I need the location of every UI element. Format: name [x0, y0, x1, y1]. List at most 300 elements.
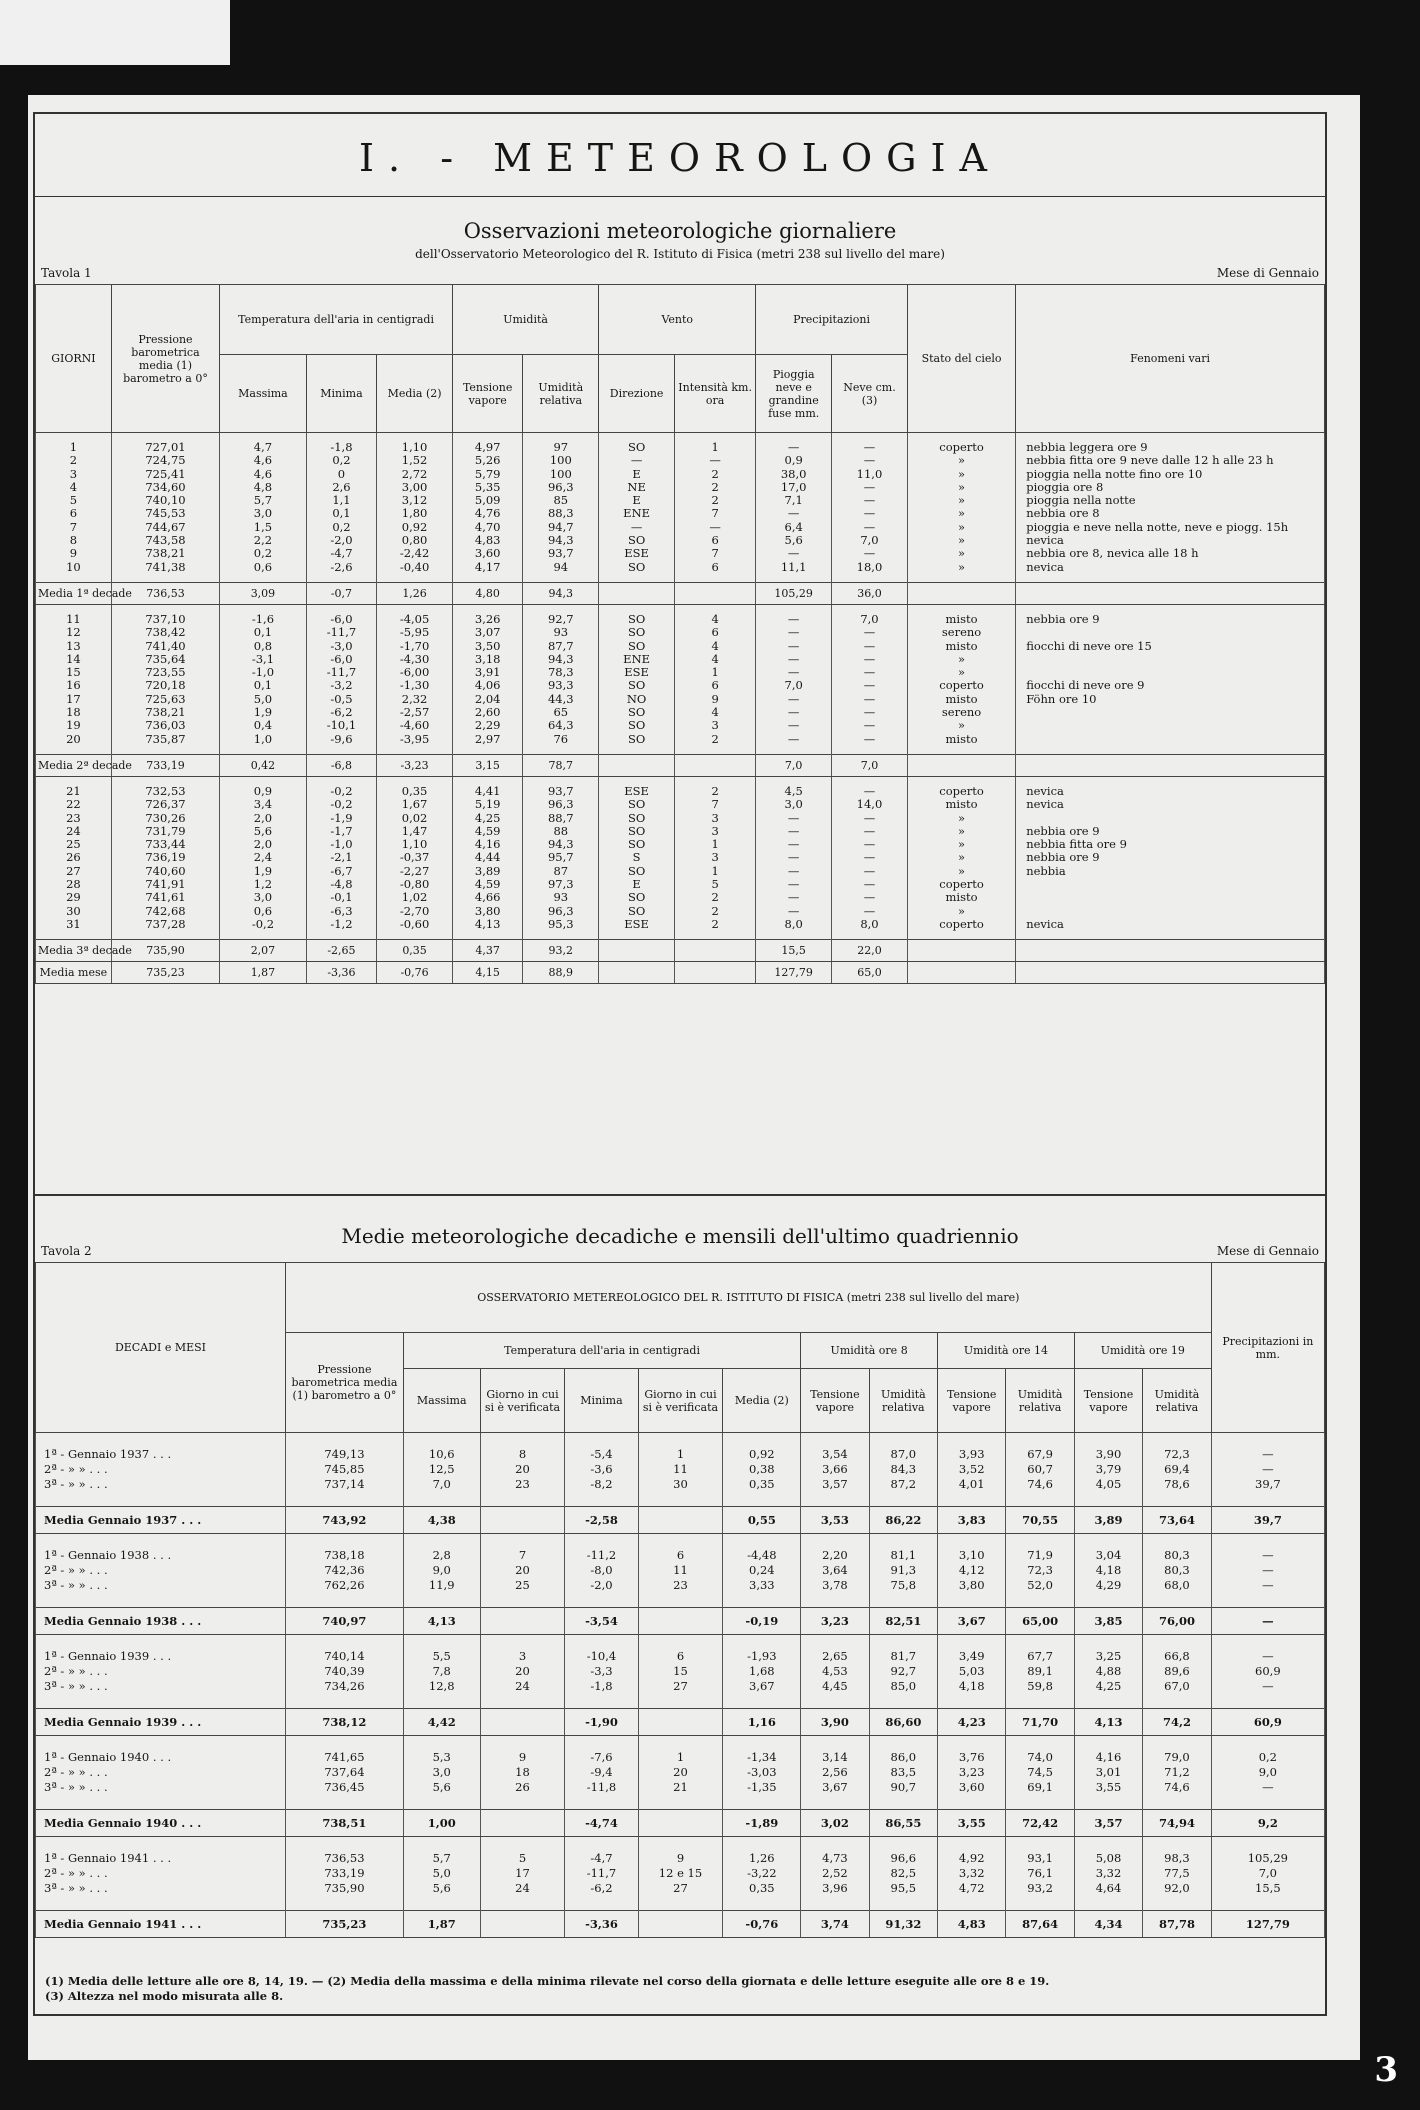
table-cell: SO: [599, 812, 675, 825]
table-cell: 2,32: [377, 693, 453, 706]
spacer-row: [36, 574, 1325, 583]
table-cell: 22: [36, 798, 112, 811]
table-cell: [1143, 1694, 1212, 1709]
table-cell: 76: [523, 733, 599, 746]
table-cell: 4,12: [938, 1563, 1006, 1578]
table-cell: [111, 931, 219, 940]
table-cell: -0,2: [306, 785, 376, 798]
table-row: [36, 494, 1325, 507]
table-cell: [1074, 1694, 1142, 1709]
table-cell: —: [756, 838, 832, 851]
header-stato-cielo: Stato del cielo: [907, 285, 1015, 433]
spacer-row: [36, 1837, 1325, 1852]
table-cell: [907, 574, 1015, 583]
table-cell: 724,75: [111, 454, 219, 467]
table-cell: -1,0: [220, 666, 307, 679]
table-cell: 3,18: [452, 653, 522, 666]
table-cell: [403, 1635, 480, 1650]
summary-row: [36, 1709, 1325, 1736]
table-cell: -0,60: [377, 918, 453, 931]
table-cell: 733,19: [285, 1866, 403, 1881]
table-row: [36, 878, 1325, 891]
table-cell: 7,0: [832, 534, 908, 547]
table-cell: 78,3: [523, 666, 599, 679]
table-cell: -7,6: [565, 1750, 638, 1765]
table-cell: 10: [36, 561, 112, 574]
table-cell: 3,55: [1074, 1780, 1142, 1795]
table-cell: E: [599, 468, 675, 481]
table-cell: 736,19: [111, 851, 219, 864]
table-cell: [801, 1593, 869, 1608]
table-cell: 67,7: [1006, 1649, 1074, 1664]
table-cell: 97: [523, 441, 599, 454]
table-cell: 1,1: [306, 494, 376, 507]
table-cell: 79,0: [1143, 1750, 1212, 1765]
table-cell: -3,0: [306, 640, 376, 653]
table-cell: -4,60: [377, 719, 453, 732]
table-cell: 6: [638, 1548, 723, 1563]
table-cell: 25: [36, 838, 112, 851]
table-cell: -2,42: [377, 547, 453, 560]
table-cell: [1016, 653, 1325, 666]
table-cell: nevica: [1016, 561, 1325, 574]
table-cell: 23: [638, 1578, 723, 1593]
table-cell: Media Gennaio 1941 . . .: [36, 1911, 286, 1938]
table-cell: 20: [638, 1765, 723, 1780]
spacer-row: [36, 1694, 1325, 1709]
table-cell: 2: [675, 918, 756, 931]
table-cell: 0,1: [306, 507, 376, 520]
table-cell: 742,68: [111, 905, 219, 918]
table-row: [36, 918, 1325, 931]
table-cell: 76,1: [1006, 1866, 1074, 1881]
table-cell: [675, 940, 756, 962]
header-tensione-19: Tensione vapore: [1074, 1369, 1142, 1433]
table-cell: [723, 1736, 801, 1751]
table-cell: 69,1: [1006, 1780, 1074, 1795]
tavola1-title: Osservazioni meteorologiche giornaliere: [463, 219, 897, 243]
table-cell: [1143, 1635, 1212, 1650]
table-cell: 3: [675, 825, 756, 838]
table-cell: -3,23: [377, 754, 453, 776]
table-cell: nebbia fitta ore 9: [1016, 838, 1325, 851]
table-cell: 0,1: [220, 679, 307, 692]
table-cell: 2: [675, 905, 756, 918]
table-cell: 74,6: [1006, 1477, 1074, 1492]
table-cell: —: [832, 547, 908, 560]
table-cell: 9: [638, 1851, 723, 1866]
footnotes: [45, 1974, 1049, 2004]
table-cell: 8: [36, 534, 112, 547]
table-cell: fiocchi di neve ore 9: [1016, 679, 1325, 692]
table-cell: [480, 1635, 565, 1650]
table-cell: 5: [36, 494, 112, 507]
table-cell: [1211, 1635, 1324, 1650]
table-cell: [638, 1433, 723, 1448]
table-cell: 94,3: [523, 653, 599, 666]
header-umidita: Umidità: [452, 285, 598, 355]
table-cell: -6,2: [306, 706, 376, 719]
table-cell: -1,8: [306, 441, 376, 454]
table-cell: [675, 582, 756, 604]
tavola2-title: Medie meteorologiche decadiche e mensili dell'ultimo quadriennio: [341, 1224, 1019, 1248]
table-cell: 1,26: [723, 1851, 801, 1866]
table-cell: -2,27: [377, 865, 453, 878]
table-cell: 11: [36, 613, 112, 626]
table-cell: [638, 1911, 723, 1938]
table-cell: [675, 962, 756, 984]
table-cell: 5: [480, 1851, 565, 1866]
table-cell: -1,7: [306, 825, 376, 838]
table-cell: [638, 1736, 723, 1751]
table-cell: nebbia fitta ore 9 neve dalle 12 h alle 23 h: [1016, 454, 1325, 467]
table-cell: 7,0: [832, 754, 908, 776]
table-cell: -4,30: [377, 653, 453, 666]
table-cell: [638, 1810, 723, 1837]
table-cell: 30: [638, 1477, 723, 1492]
table-cell: [938, 1694, 1006, 1709]
table-cell: [285, 1795, 403, 1810]
table-cell: —: [832, 521, 908, 534]
table-cell: 94,3: [523, 534, 599, 547]
tavola1-body: [36, 433, 1325, 984]
table-cell: nevica: [1016, 785, 1325, 798]
table-cell: »: [907, 534, 1015, 547]
table-cell: 0,80: [377, 534, 453, 547]
table-cell: [907, 962, 1015, 984]
table-cell: SO: [599, 733, 675, 746]
table-cell: -1,35: [723, 1780, 801, 1795]
table-cell: 1,16: [723, 1709, 801, 1736]
table-cell: —: [1211, 1679, 1324, 1694]
table-cell: 735,64: [111, 653, 219, 666]
table-cell: —: [832, 454, 908, 467]
table-cell: [36, 1635, 286, 1650]
table-cell: [638, 1507, 723, 1534]
table-cell: [480, 1709, 565, 1736]
table-cell: 4,83: [938, 1911, 1006, 1938]
table-cell: 2ª - » » . . .: [36, 1765, 286, 1780]
table-cell: 2,52: [801, 1866, 869, 1881]
table-cell: 736,45: [285, 1780, 403, 1795]
table-cell: -3,2: [306, 679, 376, 692]
table-cell: Föhn ore 10: [1016, 693, 1325, 706]
table-cell: 5,0: [403, 1866, 480, 1881]
table-cell: -0,7: [306, 582, 376, 604]
table-cell: 26: [36, 851, 112, 864]
table-cell: 85,0: [869, 1679, 937, 1694]
table-cell: -1,8: [565, 1679, 638, 1694]
table-cell: [832, 931, 908, 940]
table-cell: 17,0: [756, 481, 832, 494]
table-cell: 2: [675, 733, 756, 746]
table-cell: [723, 1433, 801, 1448]
table-cell: 4,5: [756, 785, 832, 798]
table-row: [36, 1649, 1325, 1664]
table-cell: 1,87: [403, 1911, 480, 1938]
table-cell: [907, 746, 1015, 755]
table-cell: misto: [907, 798, 1015, 811]
table-cell: 100: [523, 468, 599, 481]
header-tensione: Tensione vapore: [452, 355, 522, 433]
table-cell: 725,41: [111, 468, 219, 481]
table-cell: Media 3ª decade: [36, 940, 112, 962]
table-cell: [599, 746, 675, 755]
table-cell: —: [1211, 1649, 1324, 1664]
table-cell: 67,0: [1143, 1679, 1212, 1694]
table-cell: 13: [36, 640, 112, 653]
table-cell: -10,1: [306, 719, 376, 732]
table-cell: ESE: [599, 547, 675, 560]
summary-row: [36, 962, 1325, 984]
table-cell: [285, 1492, 403, 1507]
table-cell: 1,87: [220, 962, 307, 984]
table-cell: pioggia nella notte fino ore 10: [1016, 468, 1325, 481]
table-cell: 72,42: [1006, 1810, 1074, 1837]
table-row: [36, 547, 1325, 560]
tavola1-label: Tavola 1: [41, 266, 92, 280]
table-cell: 12 e 15: [638, 1866, 723, 1881]
table-cell: [907, 582, 1015, 604]
table-cell: 740,39: [285, 1664, 403, 1679]
table-cell: coperto: [907, 785, 1015, 798]
table-cell: 5,7: [220, 494, 307, 507]
table-cell: -6,00: [377, 666, 453, 679]
header-giorno-min: Giorno in cui si è verificata: [638, 1369, 723, 1433]
table-cell: 24: [36, 825, 112, 838]
table-cell: 2,0: [220, 812, 307, 825]
table-cell: [403, 1795, 480, 1810]
table-cell: —: [756, 905, 832, 918]
table-cell: 91,32: [869, 1911, 937, 1938]
table-cell: 3,32: [938, 1866, 1006, 1881]
table-cell: [869, 1534, 937, 1549]
table-cell: 3,85: [1074, 1608, 1142, 1635]
table-cell: 3: [675, 851, 756, 864]
table-cell: -5,95: [377, 626, 453, 639]
table-cell: 9,0: [1211, 1765, 1324, 1780]
table-cell: [36, 574, 112, 583]
table-cell: -1,30: [377, 679, 453, 692]
table-cell: 87,78: [1143, 1911, 1212, 1938]
table-cell: [801, 1492, 869, 1507]
table-cell: [285, 1736, 403, 1751]
table-cell: 36,0: [832, 582, 908, 604]
table-cell: SO: [599, 891, 675, 904]
table-cell: 3,4: [220, 798, 307, 811]
table-cell: [723, 1896, 801, 1911]
table-row: [36, 733, 1325, 746]
table-cell: 0,2: [306, 521, 376, 534]
table-cell: 39,7: [1211, 1477, 1324, 1492]
table-cell: —: [675, 454, 756, 467]
table-row: [36, 1462, 1325, 1477]
table-cell: 6: [675, 679, 756, 692]
table-cell: 4,66: [452, 891, 522, 904]
table-cell: [1016, 940, 1325, 962]
table-cell: SO: [599, 706, 675, 719]
table-cell: 7,0: [403, 1477, 480, 1492]
table-cell: -2,57: [377, 706, 453, 719]
table-cell: [452, 574, 522, 583]
table-cell: 6: [638, 1649, 723, 1664]
table-cell: 85: [523, 494, 599, 507]
table-cell: 3,55: [938, 1810, 1006, 1837]
table-cell: —: [756, 706, 832, 719]
table-cell: 2,97: [452, 733, 522, 746]
table-cell: 734,26: [285, 1679, 403, 1694]
table-row: [36, 1780, 1325, 1795]
table-cell: [36, 1534, 286, 1549]
table-cell: 737,10: [111, 613, 219, 626]
table-cell: 97,3: [523, 878, 599, 891]
table-cell: [36, 1837, 286, 1852]
table-cell: 4,59: [452, 878, 522, 891]
table-cell: 93,3: [523, 679, 599, 692]
header-neve: Neve cm. (3): [832, 355, 908, 433]
table-cell: 10,6: [403, 1447, 480, 1462]
table-cell: 4,64: [1074, 1881, 1142, 1896]
table-cell: 4,72: [938, 1881, 1006, 1896]
table-cell: 20: [480, 1664, 565, 1679]
table-cell: -3,95: [377, 733, 453, 746]
table-cell: [1016, 962, 1325, 984]
table-cell: 1,26: [377, 582, 453, 604]
table-cell: —: [832, 494, 908, 507]
table-cell: 737,64: [285, 1765, 403, 1780]
table-cell: 7: [675, 507, 756, 520]
table-cell: [599, 931, 675, 940]
spacer-row: [36, 1492, 1325, 1507]
table-cell: 76,00: [1143, 1608, 1212, 1635]
table-cell: -6,0: [306, 653, 376, 666]
table-cell: 92,7: [523, 613, 599, 626]
table-cell: [523, 746, 599, 755]
table-cell: [1074, 1534, 1142, 1549]
table-cell: 1ª - Gennaio 1938 . . .: [36, 1548, 286, 1563]
table-cell: 14: [36, 653, 112, 666]
table-cell: 3,15: [452, 754, 522, 776]
table-cell: 745,53: [111, 507, 219, 520]
table-cell: [480, 1608, 565, 1635]
table-cell: 6: [675, 534, 756, 547]
table-cell: [1016, 706, 1325, 719]
table-cell: 1,80: [377, 507, 453, 520]
table-cell: [111, 574, 219, 583]
table-cell: 25: [480, 1578, 565, 1593]
table-cell: 1: [675, 666, 756, 679]
table-cell: [801, 1694, 869, 1709]
table-cell: [403, 1837, 480, 1852]
table-cell: 4,59: [452, 825, 522, 838]
table-cell: —: [832, 679, 908, 692]
table-cell: —: [832, 719, 908, 732]
table-cell: 0,2: [220, 547, 307, 560]
table-cell: 5,19: [452, 798, 522, 811]
table-cell: 1,52: [377, 454, 453, 467]
table-cell: -1,34: [723, 1750, 801, 1765]
table-cell: 3,67: [723, 1679, 801, 1694]
table-cell: NO: [599, 693, 675, 706]
table-cell: 735,23: [285, 1911, 403, 1938]
table-cell: [565, 1635, 638, 1650]
table-cell: [1016, 719, 1325, 732]
table-row: [36, 865, 1325, 878]
table-cell: -1,70: [377, 640, 453, 653]
table-cell: [36, 931, 112, 940]
table-cell: [1006, 1433, 1074, 1448]
table-cell: 96,3: [523, 798, 599, 811]
table-cell: 96,3: [523, 481, 599, 494]
table-cell: 3,0: [220, 891, 307, 904]
table-cell: SO: [599, 613, 675, 626]
table-cell: 127,79: [756, 962, 832, 984]
table-cell: 2,04: [452, 693, 522, 706]
table-cell: -0,80: [377, 878, 453, 891]
table-cell: 100: [523, 454, 599, 467]
table-cell: 2: [36, 454, 112, 467]
header-t2-minima: Minima: [565, 1369, 638, 1433]
table-cell: -1,89: [723, 1810, 801, 1837]
table-cell: —: [832, 666, 908, 679]
table-cell: —: [756, 653, 832, 666]
table-cell: 0,35: [723, 1477, 801, 1492]
table-cell: [1074, 1433, 1142, 1448]
table-cell: 71,9: [1006, 1548, 1074, 1563]
table-cell: [723, 1635, 801, 1650]
table-cell: [480, 1911, 565, 1938]
table-cell: 95,3: [523, 918, 599, 931]
table-cell: [523, 931, 599, 940]
table-cell: 5,6: [403, 1881, 480, 1896]
table-cell: 5,03: [938, 1664, 1006, 1679]
table-cell: 2,6: [306, 481, 376, 494]
table-cell: 74,5: [1006, 1765, 1074, 1780]
header-um-ore8: Umidità ore 8: [801, 1333, 938, 1369]
table-cell: 91,3: [869, 1563, 937, 1578]
table-cell: 24: [480, 1679, 565, 1694]
table-cell: 18: [480, 1765, 565, 1780]
table-cell: 9,2: [1211, 1810, 1324, 1837]
table-cell: [638, 1608, 723, 1635]
table-cell: »: [907, 481, 1015, 494]
table-cell: —: [756, 851, 832, 864]
table-cell: 1,02: [377, 891, 453, 904]
table-cell: —: [756, 613, 832, 626]
table-cell: [480, 1534, 565, 1549]
table-cell: [869, 1492, 937, 1507]
table-cell: 87: [523, 865, 599, 878]
table-cell: -1,6: [220, 613, 307, 626]
table-cell: 4,34: [1074, 1911, 1142, 1938]
table-cell: 0,2: [306, 454, 376, 467]
table-cell: 3,10: [938, 1548, 1006, 1563]
table-cell: 15,5: [756, 940, 832, 962]
table-cell: -4,48: [723, 1548, 801, 1563]
spacer-row: [36, 1433, 1325, 1448]
table-cell: [1016, 626, 1325, 639]
table-cell: 2: [675, 891, 756, 904]
table-cell: 731,79: [111, 825, 219, 838]
table-cell: coperto: [907, 441, 1015, 454]
table-cell: -8,2: [565, 1477, 638, 1492]
table-cell: [403, 1736, 480, 1751]
table-row: [36, 521, 1325, 534]
table-cell: S: [599, 851, 675, 864]
table-cell: —: [756, 693, 832, 706]
table-cell: nebbia leggera ore 9: [1016, 441, 1325, 454]
table-row: [36, 561, 1325, 574]
